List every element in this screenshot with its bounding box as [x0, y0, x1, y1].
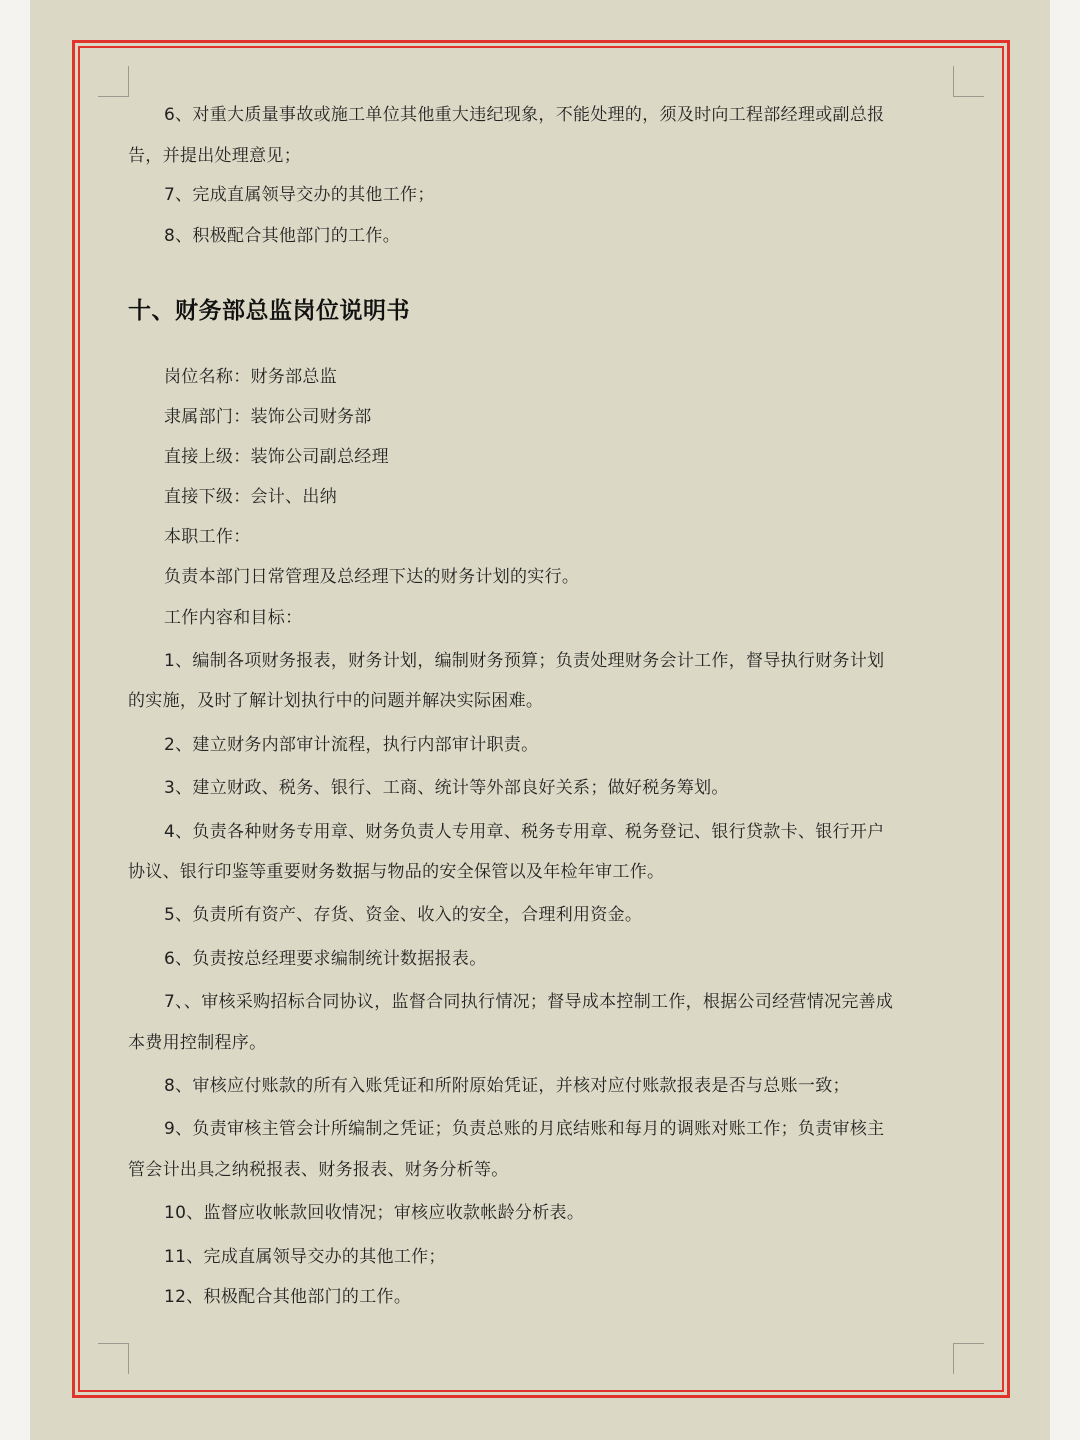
body-line: 6、对重大质量事故或施工单位其他重大违纪现象，不能处理的，须及时向工程部经理或副总报 — [164, 105, 885, 125]
crop-mark-top-right — [953, 66, 984, 97]
right-margin-strip — [1050, 0, 1080, 1440]
body-line: 告，并提出处理意见； — [128, 146, 301, 166]
body-line: 10、监督应收帐款回收情况；审核应收款帐龄分析表。 — [164, 1203, 585, 1223]
body-line: 2、建立财务内部审计流程，执行内部审计职责。 — [164, 735, 539, 755]
section-heading: 十、财务部总监岗位说明书 — [128, 297, 410, 324]
body-line: 管会计出具之纳税报表、财务报表、财务分析等。 — [128, 1160, 509, 1180]
body-line: 8、积极配合其他部门的工作。 — [164, 226, 401, 246]
page-border-inner — [78, 46, 1004, 1392]
duty-description: 负责本部门日常管理及总经理下达的财务计划的实行。 — [164, 567, 580, 587]
body-line: 6、负责按总经理要求编制统计数据报表。 — [164, 949, 487, 969]
body-line: 9、负责审核主管会计所编制之凭证；负责总账的月底结账和每月的调账对账工作；负责审核主 — [164, 1119, 885, 1139]
crop-mark-top-left — [98, 66, 129, 97]
field-direct-subordinates: 直接下级：会计、出纳 — [164, 487, 337, 507]
field-job-title: 岗位名称：财务部总监 — [164, 367, 337, 387]
body-line: 协议、银行印鉴等重要财务数据与物品的安全保管以及年检年审工作。 — [128, 862, 665, 882]
body-line: 12、积极配合其他部门的工作。 — [164, 1287, 412, 1307]
body-line: 4、负责各种财务专用章、财务负责人专用章、税务专用章、税务登记、银行贷款卡、银行开户 — [164, 822, 885, 842]
body-line: 5、负责所有资产、存货、资金、收入的安全，合理利用资金。 — [164, 905, 643, 925]
left-margin-strip — [0, 0, 30, 1440]
body-line: 11、完成直属领导交办的其他工作； — [164, 1247, 446, 1267]
body-line: 8、审核应付账款的所有入账凭证和所附原始凭证，并核对应付账款报表是否与总账一致； — [164, 1076, 850, 1096]
field-department: 隶属部门：装饰公司财务部 — [164, 407, 372, 427]
body-line: 本费用控制程序。 — [128, 1033, 267, 1053]
crop-mark-bottom-right — [953, 1343, 984, 1374]
body-line: 7、完成直属领导交办的其他工作； — [164, 185, 435, 205]
field-duty-label: 本职工作： — [164, 527, 251, 547]
crop-mark-bottom-left — [98, 1343, 129, 1374]
content-goals-label: 工作内容和目标： — [164, 608, 303, 628]
body-line: 3、建立财政、税务、银行、工商、统计等外部良好关系；做好税务筹划。 — [164, 778, 729, 798]
body-line: 的实施，及时了解计划执行中的问题并解决实际困难。 — [128, 691, 544, 711]
body-line: 1、编制各项财务报表，财务计划，编制财务预算；负责处理财务会计工作，督导执行财务计划 — [164, 651, 885, 671]
body-line: 7、、审核采购招标合同协议，监督合同执行情况；督导成本控制工作，根据公司经营情况完善成 — [164, 992, 894, 1012]
field-direct-superior: 直接上级：装饰公司副总经理 — [164, 447, 389, 467]
